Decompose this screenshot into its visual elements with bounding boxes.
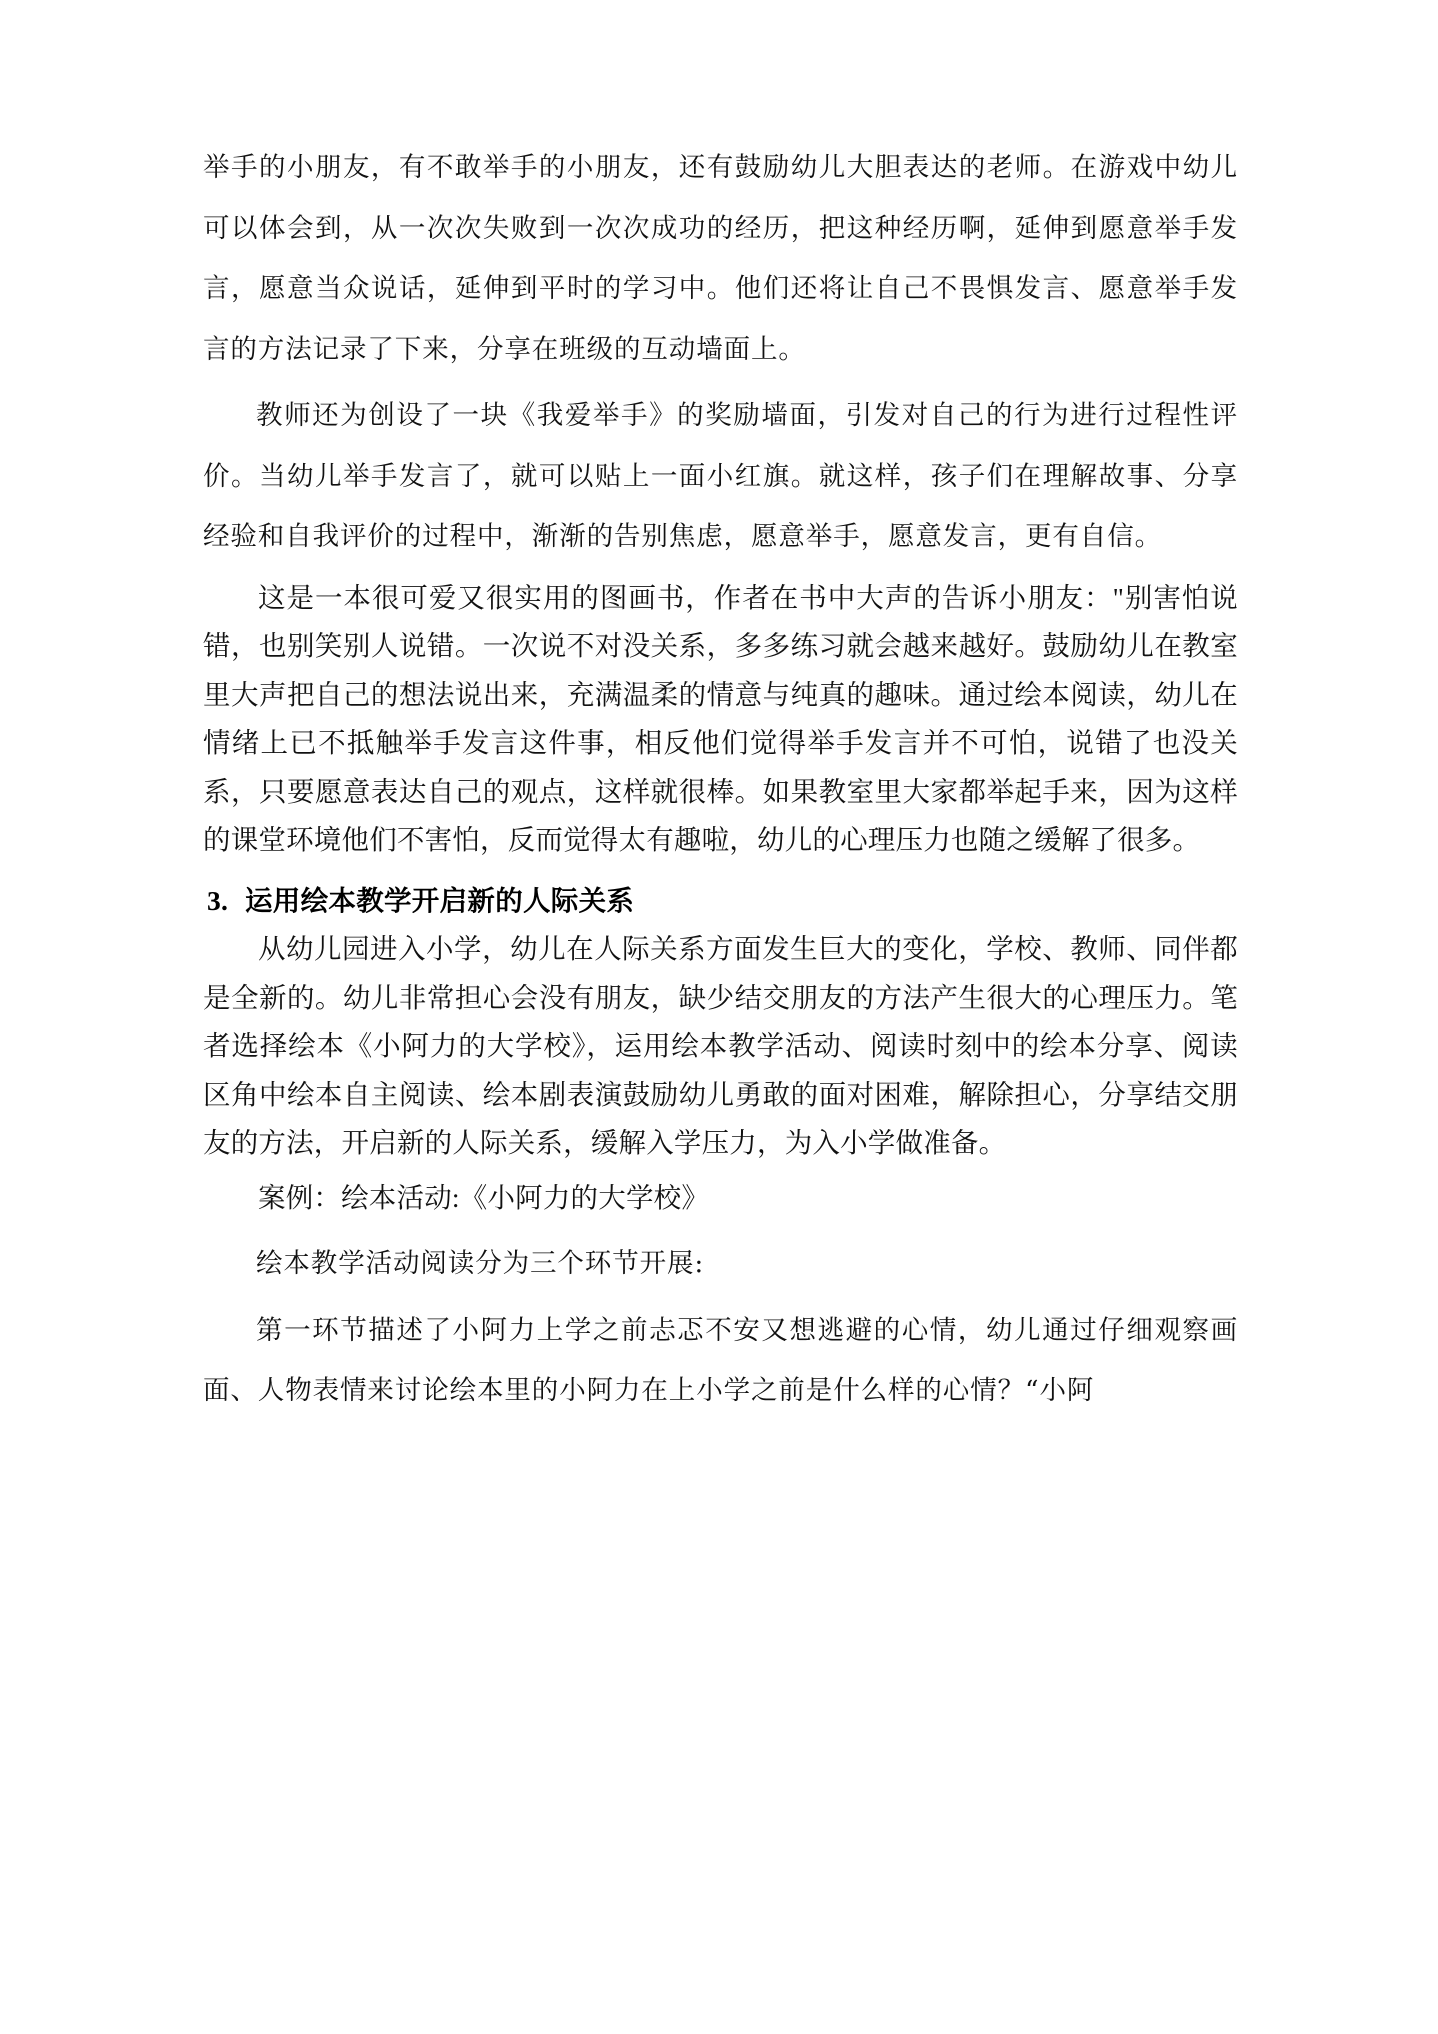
body-paragraph-6: 绘本教学活动阅读分为三个环节开展: bbox=[256, 1248, 705, 1279]
section-heading-label: 运用绘本教学开启新的人际关系 bbox=[245, 884, 635, 916]
body-paragraph-4: 从幼儿园进入小学，幼儿在人际关系方面发生巨大的变化，学校、教师、同伴都是全新的。幼儿非常担心会没有朋友，缺少结交朋友的方法产生很大的心理压力。笔者选择绘本《小阿力的大学校》，运用绘本教学活动、阅读时刻中的绘本分享、阅读区角中绘本自主阅读、绘本剧表演鼓励幼儿勇敢的面对困难，解除担心，分享结交朋友的方法，开启新的人际关系，缓解入学压力，为入小学做准备。 bbox=[203, 933, 1238, 1158]
body-paragraph-3: 这是一本很可爱又很实用的图画书，作者在书中大声的告诉小朋友："别害怕说错，也别笑别人说错。一次说不对没关系，多多练习就会越来越好。鼓励幼儿在教室里大声把自己的想法说出来，充满温柔的情意与纯真的趣味。通过绘本阅读，幼儿在情绪上已不抵触举手发言这件事，相反他们觉得举手发言并不可怕，说错了也没关系，只要愿意表达自己的观点，这样就很棒。如果教室里大家都举起手来，因为这样的课堂环境他们不害怕，反而觉得太有趣啦，幼儿的心理压力也随之缓解了很多。 bbox=[203, 581, 1238, 855]
heading-spacer bbox=[203, 865, 1238, 877]
body-paragraph-1: 举手的小朋友，有不敢举手的小朋友，还有鼓励幼儿大胆表达的老师。在游戏中幼儿可以体会到，从一次次失败到一次次成功的经历，把这种经历啊，延伸到愿意举手发言，愿意当众说话，延伸到平时的学习中。他们还将让自己不畏惧发言、愿意举手发言的方法记录了下来，分享在班级的互动墙面上。 bbox=[203, 152, 1238, 365]
case-label-paragraph: 案例：绘本活动:《小阿力的大学校》 bbox=[258, 1181, 710, 1213]
body-paragraph-2: 教师还为创设了一块《我爱举手》的奖励墙面，引发对自己的行为进行过程性评价。当幼儿举手发言了，就可以贴上一面小红旗。就这样，孩子们在理解故事、分享经验和自我评价的过程中，渐渐的告别焦虑，愿意举手，愿意发言，更有自信。 bbox=[203, 400, 1238, 552]
paragraph-spacer bbox=[203, 1222, 1238, 1234]
page-text-column bbox=[203, 138, 1238, 1422]
section-heading-number: 3. bbox=[207, 884, 229, 916]
section-heading-3 bbox=[203, 877, 1238, 926]
body-paragraph-7: 第一环节描述了小阿力上学之前忐忑不安又想逃避的心情，幼儿通过仔细观察画面、人物表情来讨论绘本里的小阿力在上小学之前是什么样的心情？“小阿 bbox=[203, 1314, 1238, 1406]
